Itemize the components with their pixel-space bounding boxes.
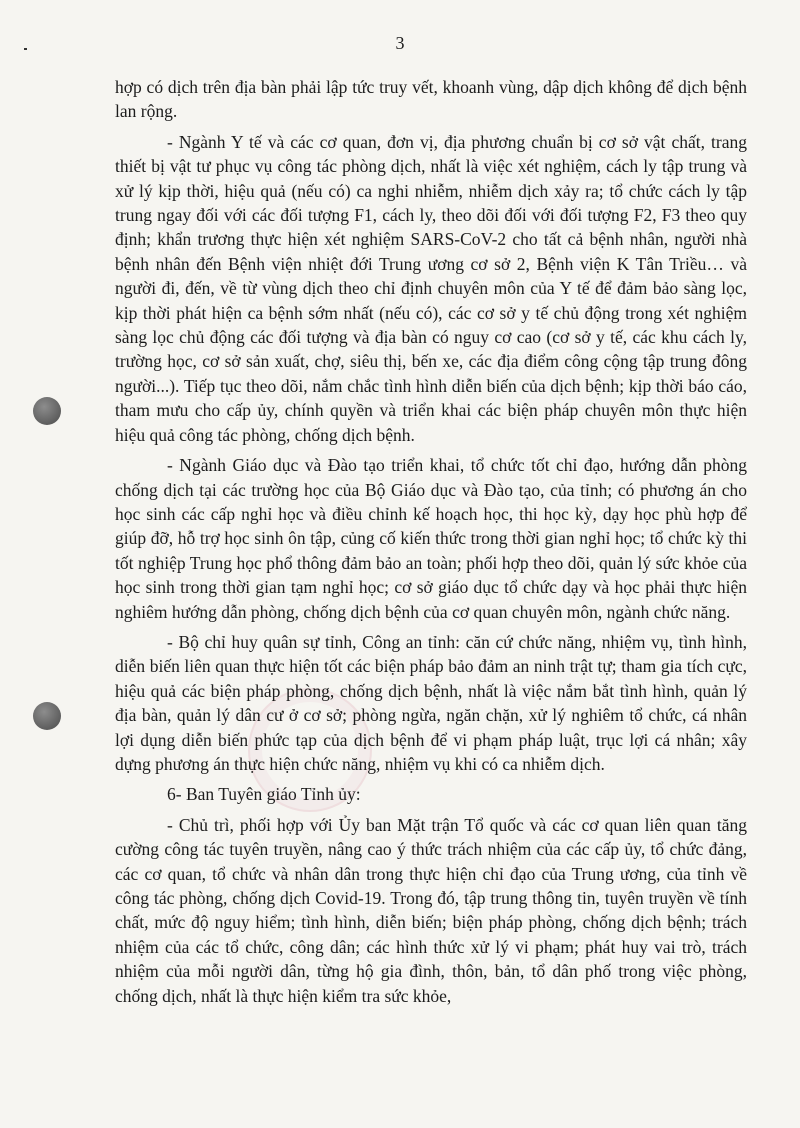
punch-hole-bottom [33,702,61,730]
document-body [115,75,747,1014]
section-heading-propaganda-board: 6- Ban Tuyên giáo Tỉnh ủy: [167,784,361,805]
paragraph-education-sector: - Ngành Giáo dục và Đào tạo triển khai, tổ chức tốt chỉ đạo, hướng dẫn phòng chống dịch tại các trường học của Bộ Giáo dục và Đào tạo, của tỉnh; có phương án cho học sinh các cấp nghỉ học và điều chỉnh kế hoạch học, thi học kỳ, dạy học phù hợp để giúp đỡ, hỗ trợ học sinh ôn tập, củng cố kiến thức trong thời gian nghỉ học; tổ chức kỳ thi tốt nghiệp Trung học phổ thông đảm bảo an toàn; phối hợp theo dõi, quản lý sức khỏe của học sinh trong thời gian tạm nghỉ học; cơ sở giáo dục tổ chức dạy và học phải thực hiện nghiêm hướng dẫn phòng, chống dịch bệnh của cơ quan chuyên môn, ngành chức năng. [115,455,747,622]
paragraph-continuation: hợp có dịch trên địa bàn phải lập tức truy vết, khoanh vùng, dập dịch không để dịch bệnh lan rộng. [115,77,747,122]
punch-hole-top [33,397,61,425]
paragraph-health-sector: - Ngành Y tế và các cơ quan, đơn vị, địa phương chuẩn bị cơ sở vật chất, trang thiết bị vật tư phục vụ công tác phòng dịch, nhất là việc xét nghiệm, cách ly tập trung và xử lý kịp thời, hiệu quả (nếu có) ca nghi nhiễm, nhiễm dịch xảy ra; tổ chức cách ly tập trung ngay đối với các đối tượng F1, cách ly, theo dõi đối với đối tượng F2, F3 theo quy định; khẩn trương thực hiện xét nghiệm SARS-CoV-2 cho tất cả bệnh nhân, người nhà bệnh nhân đến Bệnh viện nhiệt đới Trung ương cơ sở 2, Bệnh viện K Tân Triều… và người đi, đến, về từ vùng dịch theo chỉ định chuyên môn của Y tế để đảm bảo sàng lọc, kịp thời phát hiện ca bệnh sớm nhất (nếu có), các cơ sở y tế chủ động trong xét nghiệm sàng lọc chủ động các đối tượng và địa bàn có nguy cơ cao (cơ sở y tế, các khu cách ly, trường học, cơ sở sản xuất, chợ, siêu thị, bến xe, các địa điểm công cộng tập trung đông người...). Tiếp tục theo dõi, nắm chắc tình hình diễn biến của dịch bệnh; kịp thời báo cáo, tham mưu cho cấp ủy, chính quyền và triển khai các biện pháp chuyên môn thực hiện hiệu quả công tác phòng, chống dịch bệnh. [115,131,747,445]
paragraph-propaganda: - Chủ trì, phối hợp với Ủy ban Mặt trận Tổ quốc và các cơ quan liên quan tăng cường công tác tuyên truyền, nâng cao ý thức trách nhiệm của các cấp ủy, tổ chức đảng, các cơ quan, tổ chức và nhân dân trong thực hiện chỉ đạo của Trung ương, của tỉnh về công tác phòng, chống dịch Covid-19. Trong đó, tập trung thông tin, tuyên truyền về tính chất, mức độ nguy hiểm; tình hình, diễn biến; biện pháp phòng, chống dịch bệnh; trách nhiệm của các tổ chức, công dân; các hình thức xử lý vi phạm; phát huy vai trò, trách nhiệm của mỗi người dân, từng hộ gia đình, thôn, bản, tổ dân phố trong việc phòng, chống dịch, nhất là thực hiện kiểm tra sức khỏe, [115,814,747,1006]
paragraph-military-police: - Bộ chỉ huy quân sự tỉnh, Công an tỉnh: căn cứ chức năng, nhiệm vụ, tình hình, diễn biến liên quan thực hiện tốt các biện pháp bảo đảm an ninh trật tự; tham gia tích cực, hiệu quả các biện pháp phòng, chống dịch bệnh, nhất là việc nắm bắt tình hình, quản lý địa bàn, quản lý dân cư ở cơ sở; phòng ngừa, ngăn chặn, xử lý nghiêm tổ chức, cá nhân lợi dụng diễn biến phức tạp của dịch bệnh để vi phạm pháp luật, trục lợi cá nhân; xây dựng phương án thực hiện chức năng, nhiệm vụ khi có ca nhiễm dịch. [115,631,747,774]
page-number: 3 [395,33,405,53]
